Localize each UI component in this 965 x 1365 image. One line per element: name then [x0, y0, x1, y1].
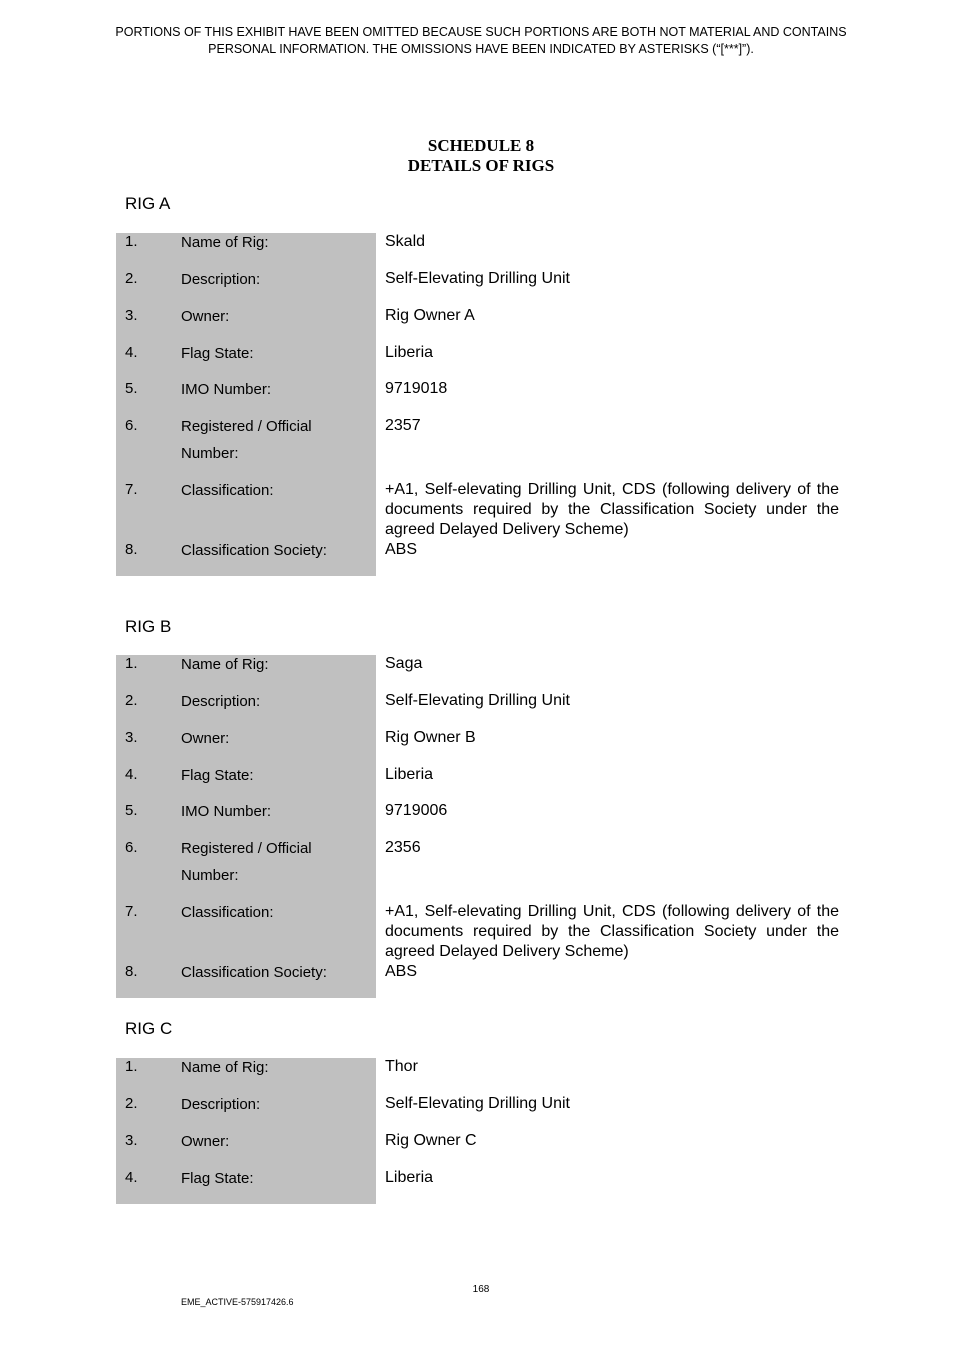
row-number: 5.: [125, 802, 138, 819]
row-label: Registered / Official Number:: [181, 840, 312, 884]
row-value: +A1, Self-elevating Drilling Unit, CDS (following delivery of the documents required by the Classification Society under the agreed Delayed Delivery Scheme): [385, 481, 839, 538]
row-value: ABS: [385, 963, 418, 980]
row-label: Flag State:: [181, 345, 254, 362]
row-label: IMO Number:: [181, 381, 272, 398]
schedule-title: DETAILS OF RIGS: [407, 156, 555, 175]
row-label: Description:: [181, 271, 261, 288]
rig-c-heading: RIG C: [125, 1019, 173, 1038]
row-value: Thor: [385, 1058, 418, 1075]
page-number: 168: [472, 1284, 490, 1295]
row-number: 3.: [125, 307, 138, 324]
row-value: 2356: [385, 839, 421, 856]
row-label: Classification Society:: [181, 542, 327, 559]
row-number: 4.: [125, 344, 138, 361]
row-number: 3.: [125, 729, 138, 746]
schedule-number: SCHEDULE 8: [427, 136, 535, 155]
row-label: Classification:: [181, 482, 274, 499]
row-number: 2.: [125, 692, 138, 709]
row-value: Self-Elevating Drilling Unit: [385, 692, 570, 709]
row-value: Rig Owner B: [385, 729, 476, 746]
row-value: +A1, Self-elevating Drilling Unit, CDS (following delivery of the documents required by the Classification Society under the agreed Delayed Delivery Scheme): [385, 903, 839, 960]
row-number: 2.: [125, 270, 138, 287]
schedule-heading: [0, 136, 962, 176]
row-number: 8.: [125, 541, 138, 558]
row-label: IMO Number:: [181, 803, 272, 820]
row-value: Self-Elevating Drilling Unit: [385, 270, 570, 287]
row-label: Owner:: [181, 308, 230, 325]
row-value: Rig Owner C: [385, 1132, 477, 1149]
row-label: Classification:: [181, 904, 274, 921]
row-number: 4.: [125, 1169, 138, 1186]
row-value: 9719006: [385, 802, 448, 819]
row-value: Liberia: [385, 1169, 434, 1186]
row-value: Self-Elevating Drilling Unit: [385, 1095, 570, 1112]
row-label: Owner:: [181, 1133, 230, 1150]
row-label: Registered / Official Number:: [181, 418, 312, 462]
rig-c-details-table: [116, 1058, 840, 1204]
row-value: Rig Owner A: [385, 307, 475, 324]
row-number: 6.: [125, 417, 138, 434]
rig-b-heading: RIG B: [125, 617, 172, 636]
row-value: Liberia: [385, 766, 434, 783]
row-number: 8.: [125, 963, 138, 980]
row-value: ABS: [385, 541, 418, 558]
row-label: Owner:: [181, 730, 230, 747]
row-number: 1.: [125, 655, 138, 672]
document-id: EME_ACTIVE-575917426.6: [181, 1297, 294, 1307]
row-number: 4.: [125, 766, 138, 783]
row-label: Description:: [181, 1096, 261, 1113]
row-label: Description:: [181, 693, 261, 710]
row-value: 9719018: [385, 380, 448, 397]
row-label: Flag State:: [181, 767, 254, 784]
row-value: Saga: [385, 655, 423, 672]
row-value: Skald: [385, 233, 426, 250]
rig-a-heading: RIG A: [125, 194, 171, 213]
row-number: 7.: [125, 481, 138, 498]
row-number: 1.: [125, 233, 138, 250]
row-label: Flag State:: [181, 1170, 254, 1187]
row-number: 2.: [125, 1095, 138, 1112]
row-number: 7.: [125, 903, 138, 920]
row-number: 5.: [125, 380, 138, 397]
row-label: Classification Society:: [181, 964, 327, 981]
row-value: Liberia: [385, 344, 434, 361]
rig-b-details-table: [116, 655, 840, 998]
omission-notice: PORTIONS OF THIS EXHIBIT HAVE BEEN OMITTED BECAUSE SUCH PORTIONS ARE BOTH NOT MATERIAL AND CONTAINS PERSONAL INFORMATION. THE OMISSIONS HAVE BEEN INDICATED BY ASTERISKS (“[***]”).: [115, 25, 847, 56]
row-label: Name of Rig:: [181, 1059, 269, 1076]
rig-a-details-table: [116, 233, 840, 576]
row-number: 3.: [125, 1132, 138, 1149]
row-label: Name of Rig:: [181, 234, 269, 251]
row-number: 1.: [125, 1058, 138, 1075]
row-label: Name of Rig:: [181, 656, 269, 673]
row-number: 6.: [125, 839, 138, 856]
row-value: 2357: [385, 417, 421, 434]
